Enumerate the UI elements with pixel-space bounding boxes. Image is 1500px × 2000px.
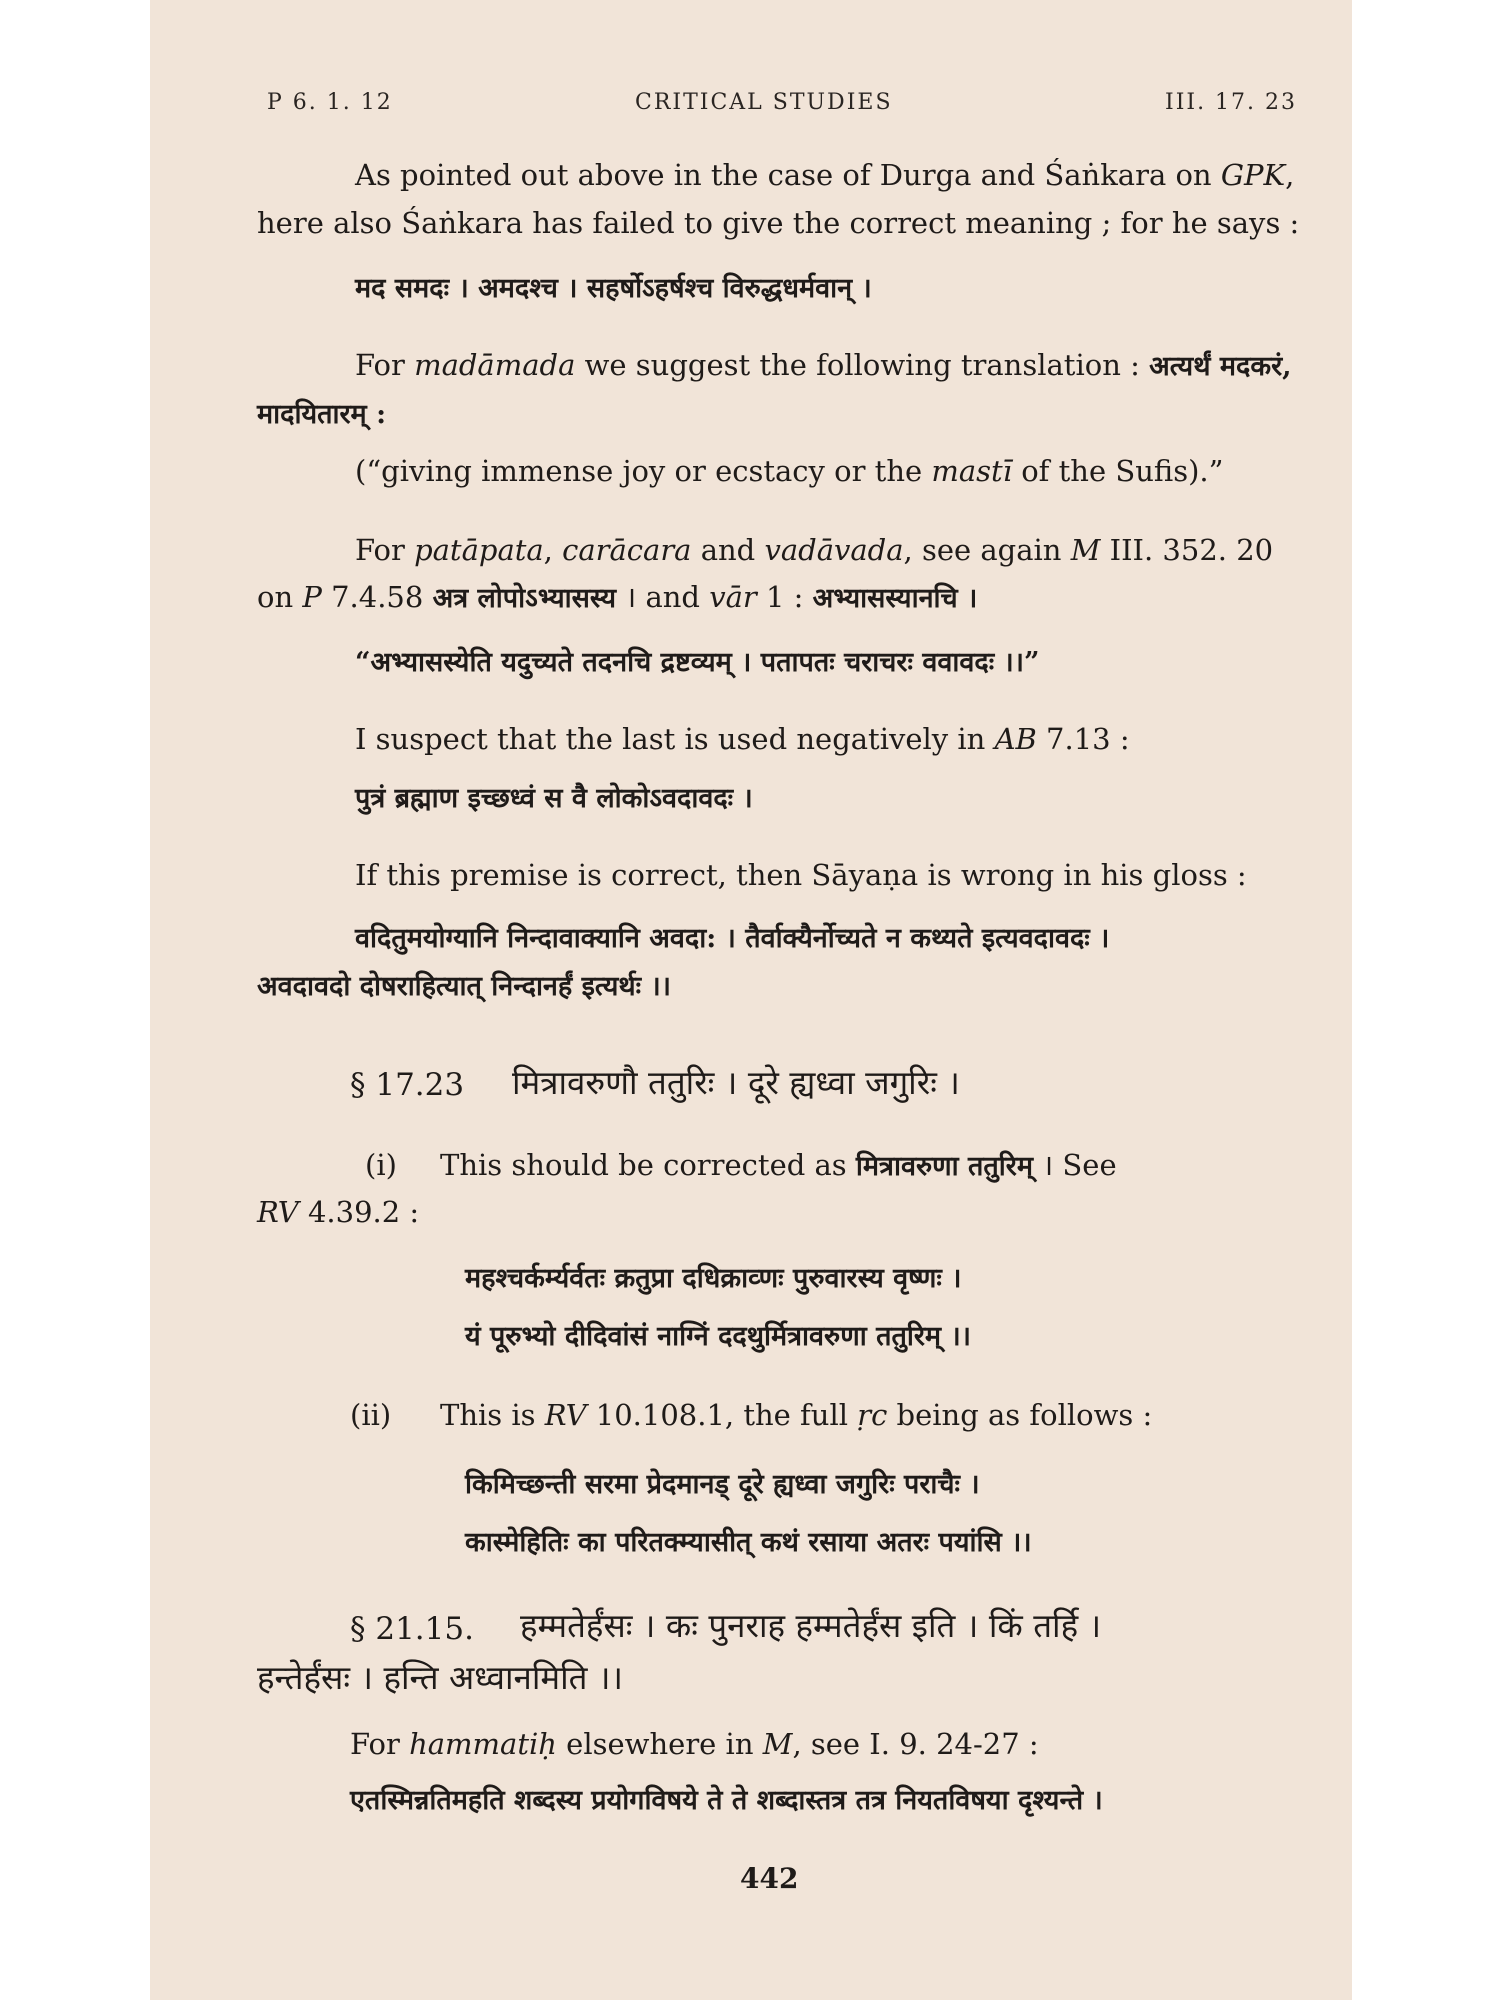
verse-line-3: किमिच्छन्ती सरमा प्रेदमानड् दूरे ह्यध्वा जगुरिः पराचैः । [465, 1469, 980, 1500]
item-i-reference: RV 4.39.2 : [257, 1195, 420, 1229]
verse-line-2: यं पूरुभ्यो दीदिवांसं नाग्निं ददथुर्मित्रावरुणा ततुरिम् ।। [465, 1321, 971, 1352]
section-21-15-continuation: हन्तेर्हंसः । हन्ति अध्वानमिति ।। [257, 1658, 623, 1697]
book-page [150, 0, 1352, 2000]
section-21-15-reference: For hammatiḥ elsewhere in M, see I. 9. 24-27 : [350, 1727, 1039, 1761]
header-left: P 6. 1. 12 [267, 90, 393, 115]
para2-line1: For madāmada we suggest the following translation : अत्यर्थं मदकरं, [355, 348, 1292, 382]
item-ii-text: This is RV 10.108.1, the full ṛc being as follows : [440, 1398, 1153, 1432]
para2-sanskrit: मादयितारम् : [257, 399, 387, 430]
para1-line1: As pointed out above in the case of Durga and Śaṅkara on GPK, [355, 158, 1295, 192]
para3-line2: on P 7.4.58 अत्र लोपोऽभ्यासस्य । and vār 1 : अभ्यासस्यानचि । [257, 580, 978, 614]
item-i-text: This should be corrected as मित्रावरुणा ततुरिम् । See [440, 1148, 1117, 1182]
item-i-label: (i) [365, 1148, 397, 1182]
header-right: III. 17. 23 [1165, 90, 1298, 115]
para4-line: I suspect that the last is used negatively in AB 7.13 : [355, 722, 1130, 756]
header-center: CRITICAL STUDIES [635, 90, 893, 115]
para4-sanskrit-quote: पुत्रं ब्रह्माण इच्छध्वं स वै लोकोऽवदावदः । [355, 783, 753, 814]
para5-sanskrit-line1: वदितुमयोग्यानि निन्दावाक्यानि अवदा: । तैर्वाक्यैर्नोच्यते न कथ्यते इत्यवदावदः । [355, 923, 1110, 954]
para1-line2: here also Śaṅkara has failed to give the correct meaning ; for he says : [257, 206, 1300, 240]
para3-line1: For patāpata, carācara and vadāvada, see again M III. 352. 20 [355, 533, 1274, 567]
para5-sanskrit-line2: अवदावदो दोषराहित्यात् निन्दानर्हं इत्यर्थः ।। [257, 971, 671, 1002]
section-21-15-number: § 21.15. [350, 1611, 474, 1647]
para5-line: If this premise is correct, then Sāyaṇa is wrong in his gloss : [355, 858, 1247, 892]
section-17-23-heading: मित्रावरुणौ ततुरिः । दूरे ह्यध्वा जगुरिः । [512, 1063, 960, 1102]
item-ii-label: (ii) [350, 1398, 392, 1432]
verse-line-1: महश्चर्कर्म्यर्वतः क्रतुप्रा दधिक्राव्णः पुरुवारस्य वृष्णः । [465, 1263, 962, 1294]
page-number: 442 [740, 1862, 799, 1895]
section-17-23-number: § 17.23 [350, 1067, 465, 1103]
section-21-15-sanskrit: एतस्मिन्नतिमहति शब्दस्य प्रयोगविषये ते ते शब्दास्तत्र तत्र नियतविषया दृश्यन्ते । [350, 1785, 1103, 1816]
section-21-15-heading: हम्मतेर्हंसः । कः पुनराह हम्मतेर्हंस इति । किं तर्हि । [520, 1606, 1102, 1645]
para2-gloss: (“giving immense joy or ecstacy or the mastī of the Sufis).” [355, 454, 1224, 488]
para1-sanskrit-quote: मद समदः । अमदश्च । सहर्षोऽहर्षश्च विरुद्धधर्मवान् । [355, 273, 872, 304]
para3-sanskrit-quote: “अभ्यासस्येति यदुच्यते तदनचि द्रष्टव्यम् । पतापतः चराचरः ववावदः ।।” [355, 647, 1040, 678]
verse-line-4: कास्मेहितिः का परितक्म्यासीत् कथं रसाया अतरः पयांसि ।। [465, 1527, 1032, 1558]
